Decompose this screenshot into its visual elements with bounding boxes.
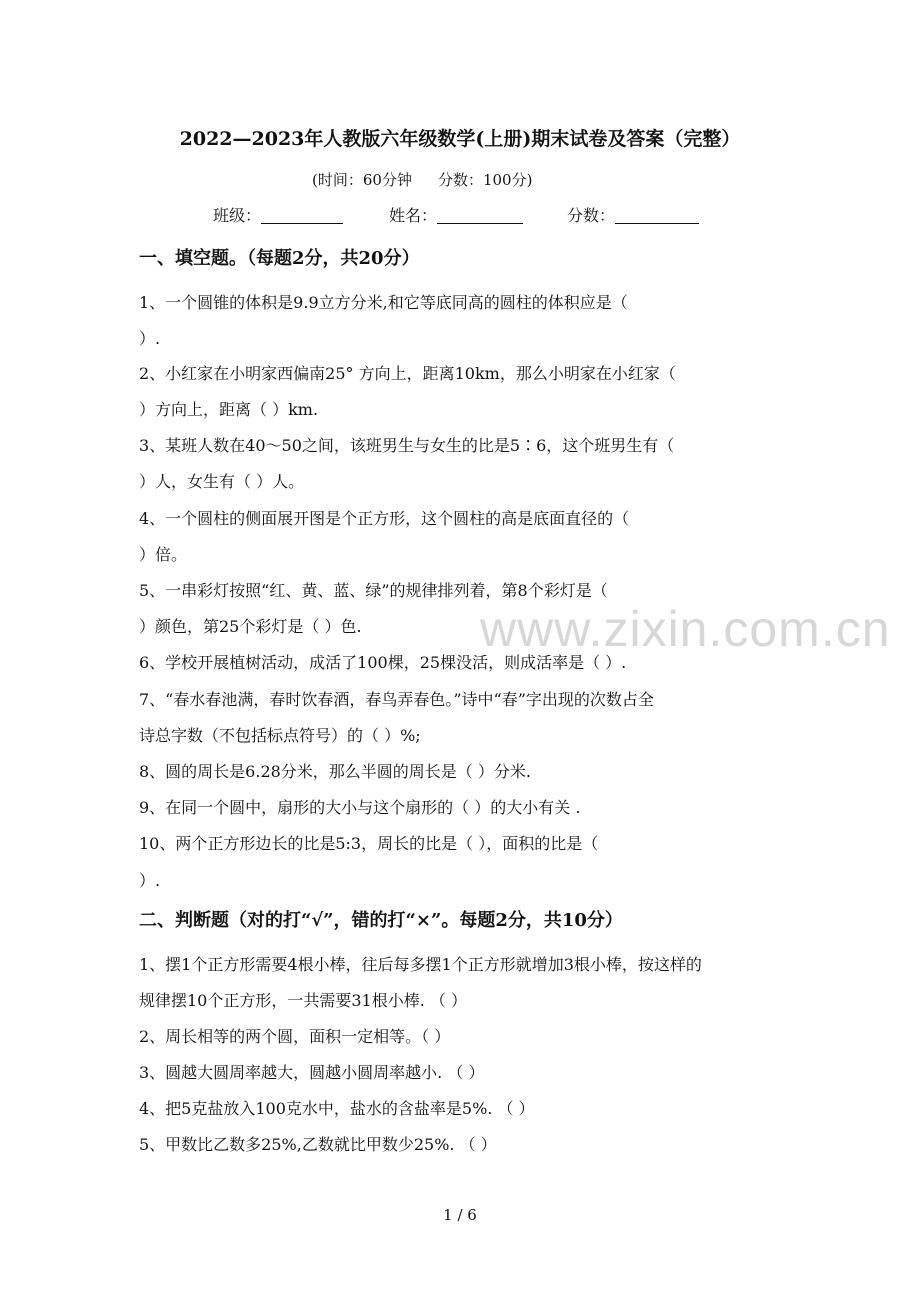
question-line: 9、在同一个圆中，扇形的大小与这个扇形的（ ）的大小有关 .	[139, 798, 581, 817]
question-line: 8、圆的周长是6.28分米，那么半圆的周长是（ ）分米.	[139, 762, 531, 781]
question-line: 10、两个正方形边长的比是5:3，周长的比是（ ），面积的比是（	[139, 834, 599, 853]
page-title: 2022—2023年人教版六年级数学(上册)期末试卷及答案（完整）	[179, 128, 741, 150]
question-line: 7、“春水春池满，春时饮春酒，春鸟弄春色。”诗中“春”字出现的次数占全	[139, 690, 654, 709]
question-line: 3、某班人数在40～50之间，该班男生与女生的比是5∶6，这个班男生有（	[139, 436, 675, 455]
question-line: ）.	[139, 871, 161, 890]
section2-heading: 二、判断题（对的打“√”，错的打“×”。每题2分，共10分）	[139, 910, 623, 931]
score-blank[interactable]	[615, 207, 699, 224]
question-line: 3、圆越大圆周率越大，圆越小圆周率越小. （ ）	[139, 1063, 485, 1082]
class-field	[213, 203, 343, 226]
question-line: 1、摆1个正方形需要4根小棒，往后每多摆1个正方形就增加3根小棒，按这样的	[139, 955, 702, 974]
question-line: 5、一串彩灯按照“红、黄、蓝、绿”的规律排列着，第8个彩灯是（	[139, 581, 608, 600]
question-line: 2、小红家在小明家西偏南25° 方向上，距离10km，那么小明家在小红家（	[139, 364, 676, 383]
question-line: 2、周长相等的两个圆，面积一定相等。（ ）	[139, 1027, 451, 1046]
subtitle	[312, 169, 532, 190]
question-line: ）方向上，距离（ ）km.	[139, 400, 319, 419]
class-blank[interactable]	[261, 207, 343, 224]
question-line: ）颜色，第25个彩灯是（ ）色.	[139, 617, 362, 636]
score-label: 分数：	[567, 206, 616, 225]
score-info: 分数：100分)	[437, 171, 533, 189]
name-field	[389, 203, 523, 226]
question-line: 4、一个圆柱的侧面展开图是个正方形，这个圆柱的高是底面直径的（	[139, 509, 630, 528]
name-blank[interactable]	[437, 207, 523, 224]
watermark: www.zixin.com.cn	[480, 601, 891, 657]
section1-heading: 一、填空题。（每题2分，共20分）	[139, 248, 420, 269]
question-line: 6、学校开展植树活动，成活了100棵，25棵没活，则成活率是（ ）.	[139, 653, 627, 672]
question-line: ）人，女生有（ ）人。	[139, 472, 305, 491]
question-line: ）倍。	[139, 545, 188, 564]
question-line: 规律摆10个正方形，一共需要31根小棒. （ ）	[139, 991, 467, 1010]
page-number: 1 / 6	[443, 1206, 477, 1224]
class-label: 班级：	[213, 206, 262, 225]
question-line: ）.	[139, 329, 161, 348]
question-line: 4、把5克盐放入100克水中，盐水的含盐率是5%. （ ）	[139, 1099, 535, 1118]
time-info: (时间：60分钟	[312, 171, 412, 189]
question-line: 5、甲数比乙数多25%,乙数就比甲数少25%. （ ）	[139, 1135, 497, 1154]
question-line: 诗总字数（不包括标点符号）的（ ）%;	[139, 726, 421, 745]
question-line: 1、一个圆锥的体积是9.9立方分米,和它等底同高的圆柱的体积应是（	[139, 293, 628, 312]
name-label: 姓名：	[389, 206, 438, 225]
score-field	[567, 203, 699, 226]
